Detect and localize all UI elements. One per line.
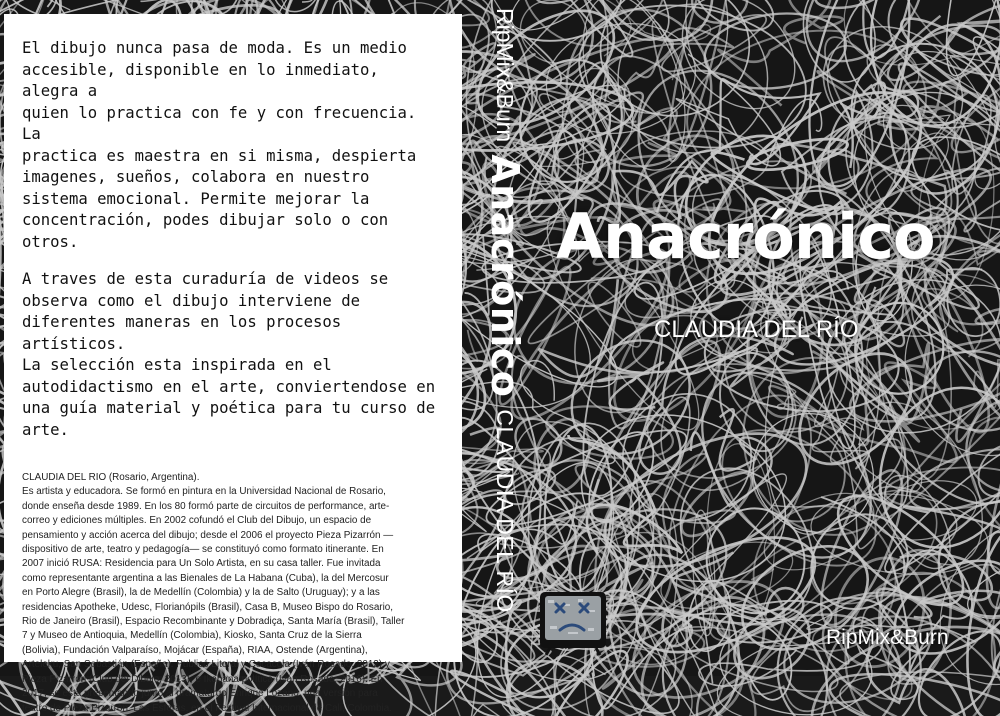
cover-series-label: RipMix&Burn [826,626,949,649]
spine-title: Anacrónico [483,154,527,398]
cover-title: Anacrónico [556,200,935,273]
intro-paragraph-2: A traves de esta curaduría de videos se observa como el dibujo interviene de diferentes maneras en los procesos artísticos. La selección esta inspirada en el autodidactismo en el arte, conviertendose en una guía material y poética para tu curso de arte. [22,270,436,439]
spine-series-label: RipMix&Burn [492,8,519,143]
intro-paragraph-1: El dibujo nunca pasa de moda. Es un medio accesible, disponible en lo inmediato, alegra a quien lo practica con fe y con frecuencia. La practica es maestra en si misma, despierta imagenes, sueños, colabora en nuestro sistema emocional. Permite mejorar la concentración, podes dibujar solo o con otros. [22,39,417,251]
spine-author: CLAUDIA DEL RÍO [492,409,519,613]
scribble-stroke [539,279,649,382]
artist-bio: CLAUDIA DEL RIO (Rosario, Argentina). Es artista y educadora. Se formó en pintura en la Universidad Nacional de Rosario, donde enseña desde 1989. En los 80 formó parte de circuitos de performance, arte- correo y ediciones múltiples. En 2002 cofundó el Club del Dibujo, un espacio de pensamiento y acción acerca del dibujo; desde el 2006 el proyecto Pieza Pizarrón — dispositivo de arte, teatro y pedagogía— se constituyó como formato itinerante. En 2007 inició RUSA: Residencia para Un Solo Artista, en su casa taller. Fue invitada como representante argentina a las Bienales de La Habana (Cuba), la del Mercosur en Porto Alegre (Brasil), la de Medellín (Colombia) y la de Salto (Uruguay); y a las residencias Apotheke, Udesc, Florianópils (Brasil), Casa B, Museo Bispo do Rosario, Rio de Janeiro (Brasil), Espacio Recombinante y Dobradiça, Santa María (Brasil), Taller 7 y Museo de Antioquia, Medellín (Colombia), Kiosko, Santa Cruz de la Sierra (Bolivia), Fundación Valparaíso, Mojácar (España), RIAA, Ostende (Argentina), Arteleku, San Sebastián (España). Publicó Litoral y Cocacola (Iván Rosado, 2012) y Pieza Pizarrón (Club del Dibujo, 2013), e Ikebana política (Iván Rosado, 2016). En 2017, se está presentando junto al dramaturgo Enrique Lozano, una versión para teatro de Pieza Pizarrón: Las Esferas, en el Festival Internacional de Cali, Colombia. [22,472,405,714]
cover-author: CLAUDIA DEL RÍO [654,316,859,343]
broken-tv-icon [538,590,608,656]
spine [472,8,538,668]
back-cover-panel [4,14,462,714]
